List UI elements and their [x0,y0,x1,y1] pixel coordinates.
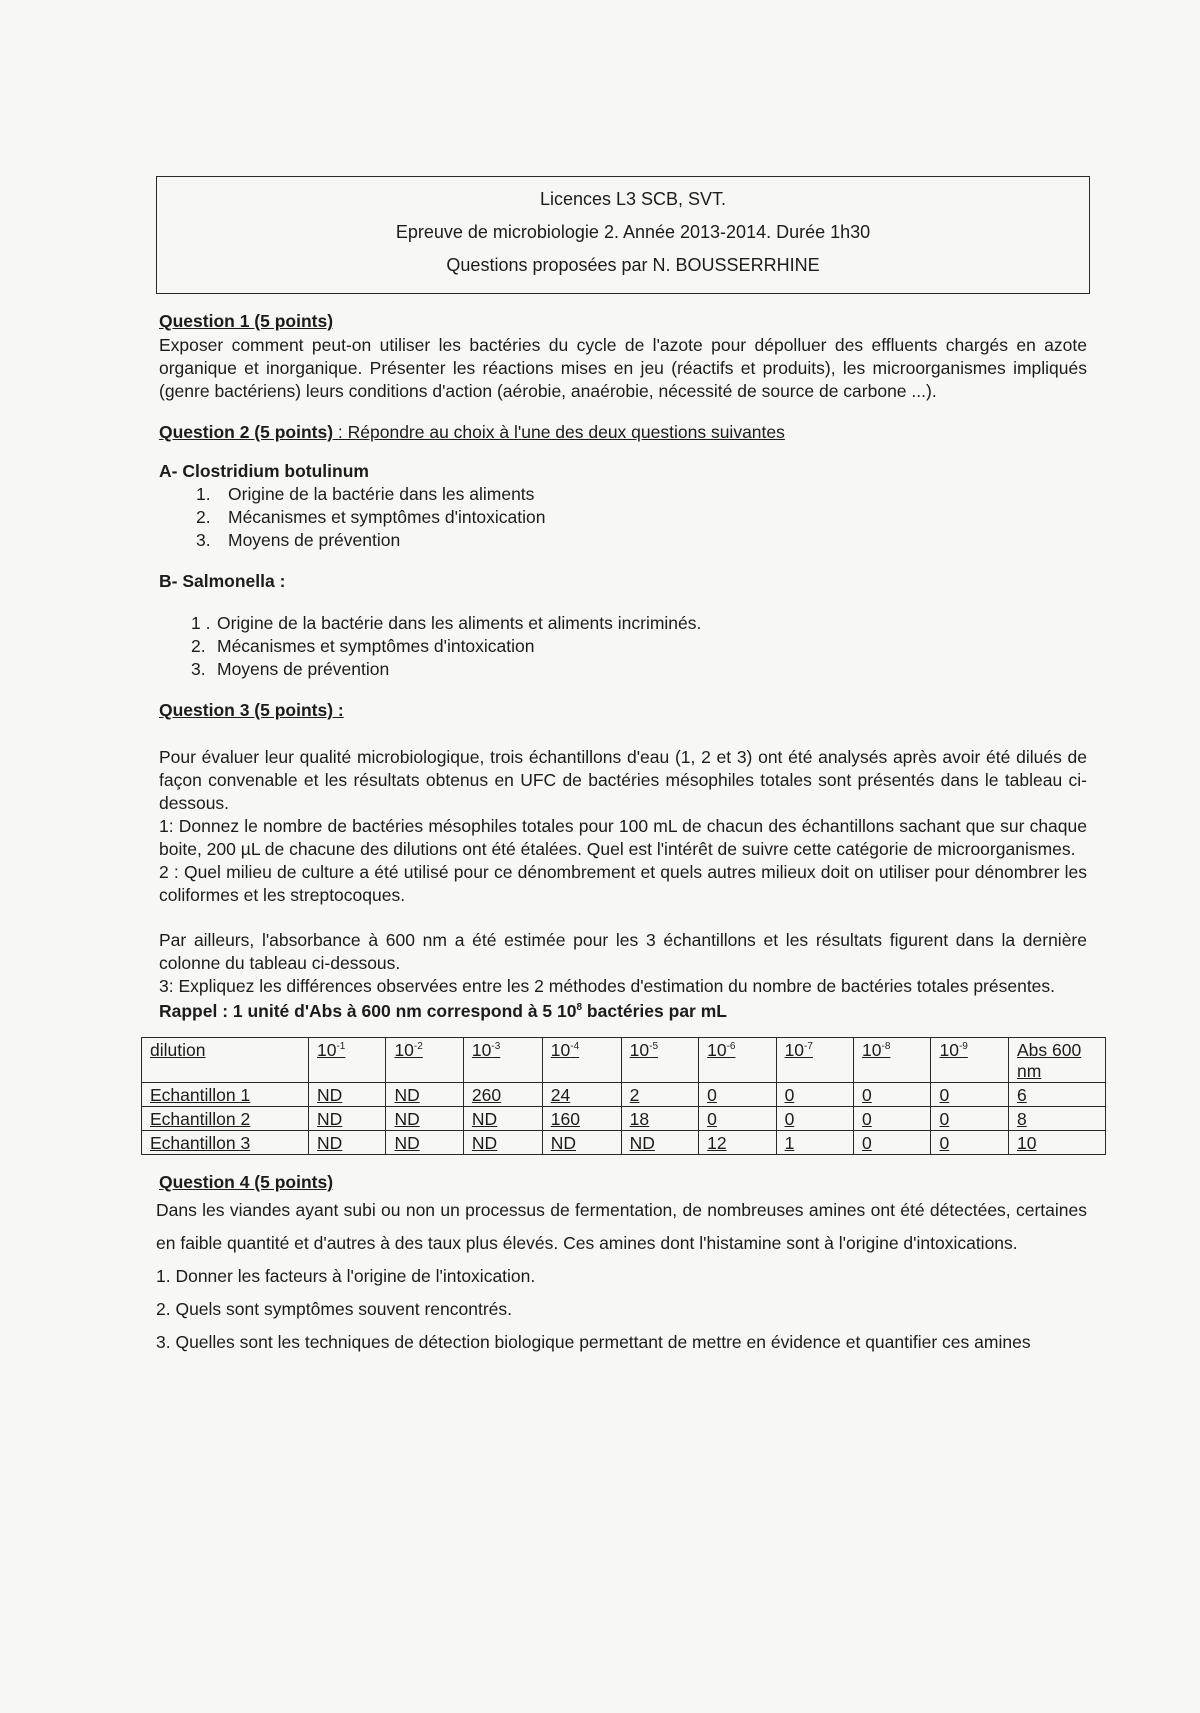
table-cell: 8 [1009,1107,1106,1131]
question-2-instruction: : Répondre au choix à l'une des deux questions suivantes [333,422,785,442]
item-number: 2. [196,507,211,527]
rappel-text: Rappel : 1 unité d'Abs à 600 nm correspond à 5 10 [159,1001,577,1021]
question-3-part-2: 2 : Quel milieu de culture a été utilisé pour ce dénombrement et quels autres milieux doit on utiliser pour dénombrer les coliformes et les streptocoques. [159,862,1087,905]
table-cell: ND [463,1107,542,1131]
table-header-row [142,1038,1106,1083]
item-text: Origine de la bactérie dans les aliments et aliments incriminés. [217,613,702,633]
list-item [196,506,1087,529]
table-cell: ND [309,1131,386,1155]
exam-content [150,310,1087,1359]
table-cell: 0 [854,1107,931,1131]
item-number: 3. [196,530,211,550]
question-2-label: Question 2 (5 points) [159,422,334,442]
table-cell: 6 [1009,1083,1106,1107]
dilution-header: $10^{-8}$ [854,1038,931,1083]
table-cell: ND [463,1131,542,1155]
table-cell: 160 [542,1107,621,1131]
row-label: Echantillon 3 [142,1131,309,1155]
header-line-1: Licences L3 SCB, SVT. [539,189,727,209]
question-4-item-3: 3. Quelles sont les techniques de détection biologique permettant de mettre en évidence et quantifier ces amines [156,1332,1031,1352]
question-4-title: Question 4 (5 points) [159,1172,334,1192]
question-3-title: Question 3 (5 points) : [159,700,344,720]
table-row [142,1107,1106,1131]
item-text: Origine de la bactérie dans les aliments [228,484,535,504]
table-cell: 0 [776,1083,853,1107]
header-line-3: Questions proposées par N. BOUSSERRHINE [446,255,820,275]
table-cell: 0 [854,1131,931,1155]
table-cell: 0 [699,1083,776,1107]
dilution-header: $10^{-5}$ [621,1038,698,1083]
table-cell: 18 [621,1107,698,1131]
table-cell: ND [542,1131,621,1155]
table-cell: ND [386,1107,463,1131]
table-row [142,1083,1106,1107]
table-cell: ND [309,1107,386,1131]
question-3-absorbance-intro: Par ailleurs, l'absorbance à 600 nm a été estimée pour les 3 échantillons et les résultats figurent dans la dernière colonne du tableau ci-dessous. [159,930,1087,973]
question-4-text: Dans les viandes ayant subi ou non un processus de fermentation, de nombreuses amines ont été détectées, certaines en faible quantité et d'autres à des taux plus élevés. Ces amines dont l'histamine sont à l'origine d'intoxications. [156,1200,1087,1253]
rappel-unit: bactéries par mL [582,1001,727,1021]
item-number: 2. [191,636,206,656]
item-number: 1. [196,484,211,504]
results-table [141,1037,1106,1155]
table-cell: ND [309,1083,386,1107]
dilution-header: $10^{-1}$ [309,1038,386,1083]
item-number: 1 . [191,613,211,633]
option-b-title: B- Salmonella : [159,571,286,591]
table-cell: 0 [931,1107,1009,1131]
table-cell: ND [386,1083,463,1107]
question-1-text: Exposer comment peut-on utiliser les bactéries du cycle de l'azote pour dépolluer des effluents chargés en azote organique et inorganique. Présenter les réactions mises en jeu (réactifs et produits), les microorganismes impliqués (genre bactériens) leurs conditions d'action (aérobie, anaérobie, nécessité de source de carbone ...). [159,335,1087,401]
question-1-title: Question 1 (5 points) [159,311,334,331]
table-cell: 260 [463,1083,542,1107]
table-cell: 0 [699,1107,776,1131]
item-text: Mécanismes et symptômes d'intoxication [217,636,535,656]
list-item [191,658,1087,681]
list-item [191,612,1087,635]
dilution-header: $10^{-7}$ [776,1038,853,1083]
question-2-title [159,421,1087,444]
option-a-list [159,483,1087,552]
question-3-part-3: 3: Expliquez les différences observées entre les 2 méthodes d'estimation du nombre de bactéries totales présentes. [159,976,1056,996]
option-b-list [159,612,1087,681]
row-label: Echantillon 1 [142,1083,309,1107]
table-cell: 0 [854,1083,931,1107]
question-3-part-1: 1: Donnez le nombre de bactéries mésophiles totales pour 100 mL de chacun des échantillons sachant que sur chaque boite, 200 µL de chacune des dilutions ont été étalées. Quel est l'intérêt de suivre cette catégorie de microorganismes. [159,816,1087,859]
exam-header-box [156,176,1090,294]
table-corner-cell: dilution [142,1038,309,1083]
table-cell: 0 [931,1131,1009,1155]
dilution-header: $10^{-2}$ [386,1038,463,1083]
option-a-title: A- Clostridium botulinum [159,461,369,481]
table-cell: 0 [776,1107,853,1131]
list-item [191,635,1087,658]
table-row [142,1131,1106,1155]
list-item [196,483,1087,506]
question-4-body [156,1194,1087,1359]
dilution-header: $10^{-6}$ [699,1038,776,1083]
absorbance-header: Abs 600 nm [1009,1038,1106,1083]
table-cell: 1 [776,1131,853,1155]
table-cell: 10 [1009,1131,1106,1155]
dilution-header: $10^{-9}$ [931,1038,1009,1083]
table-cell: ND [386,1131,463,1155]
rappel-exponent: 8 [576,1002,583,1014]
table-cell: 24 [542,1083,621,1107]
item-text: Moyens de prévention [228,530,401,550]
table-cell: 2 [621,1083,698,1107]
row-label: Echantillon 2 [142,1107,309,1131]
question-3-intro: Pour évaluer leur qualité microbiologique, trois échantillons d'eau (1, 2 et 3) ont été analysés après avoir été dilués de façon convenable et les résultats obtenus en UFC de bactéries mésophiles totales sont présentés dans le tableau ci-dessous. [159,747,1087,813]
question-4-item-2: 2. Quels sont symptômes souvent rencontrés. [156,1299,512,1319]
rappel-note [159,1000,1087,1023]
dilution-header: $10^{-4}$ [542,1038,621,1083]
table-cell: 12 [699,1131,776,1155]
question-4-item-1: 1. Donner les facteurs à l'origine de l'intoxication. [156,1266,536,1286]
item-text: Mécanismes et symptômes d'intoxication [228,507,546,527]
table-cell: 0 [931,1083,1009,1107]
item-number: 3. [191,659,206,679]
dilution-header: $10^{-3}$ [463,1038,542,1083]
header-line-2: Epreuve de microbiologie 2. Année 2013-2014. Durée 1h30 [395,222,871,242]
item-text: Moyens de prévention [217,659,390,679]
table-cell: ND [621,1131,698,1155]
list-item [196,529,1087,552]
